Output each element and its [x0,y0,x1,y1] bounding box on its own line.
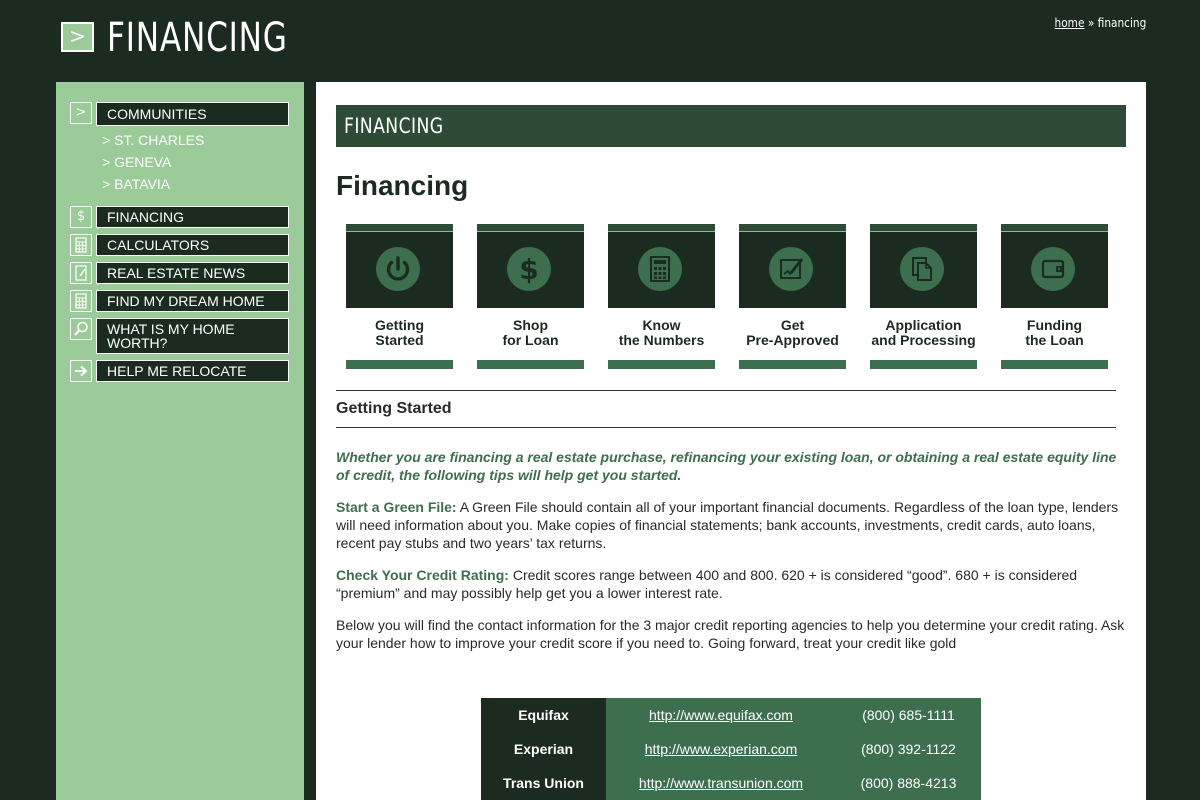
step-get-pre-approved[interactable] [739,224,846,369]
step-label[interactable] [1001,318,1108,354]
step-bottom-bar [477,360,584,369]
step-tile[interactable] [1001,232,1108,308]
credit-agencies-table [481,698,981,800]
agency-link[interactable]: http://www.transunion.com [638,775,804,791]
step-getting-started[interactable] [346,224,453,369]
step-label-line2: Pre-Approved [746,332,839,348]
document-icon [70,262,92,284]
calculator-icon [70,290,92,312]
main-content [316,82,1146,800]
step-tile[interactable] [608,232,715,308]
step-label-line1: Getting [375,317,424,333]
sidebar-item-label[interactable]: FINANCING [96,206,289,228]
sidebar-item-label[interactable]: REAL ESTATE NEWS [96,262,289,284]
agency-phone: (800) 888-4213 [836,766,981,800]
agency-url-cell [606,766,836,800]
credit-heading: Check Your Credit Rating: [336,567,509,583]
step-application-and-processing[interactable] [870,224,977,369]
step-bottom-bar [870,360,977,369]
step-shop-for-loan[interactable] [477,224,584,369]
section-banner [336,105,1126,147]
step-top-bar [870,224,977,232]
svg-text:$: $ [519,253,539,286]
page-title: Financing [336,170,469,201]
step-top-bar [346,224,453,232]
green-file-text: A Green File should contain all of your important financial documents. Regardless of the loan type, lenders will need information about you. Make copies of financial statements; bank accounts, investments, credit cards, auto loans, recent pay stubs and two years’ tax returns. [336,499,1119,551]
step-label[interactable] [346,318,453,354]
sidebar-item-label[interactable]: CALCULATORS [96,234,289,256]
section-banner-label: FINANCING [344,114,444,138]
sidebar [56,82,304,800]
breadcrumb-separator: » [1087,16,1094,30]
power-icon [376,247,420,291]
calculator-icon [638,247,682,291]
signature-icon [769,247,813,291]
step-label-line1: Know [642,317,681,333]
sidebar-subitem-batavia[interactable]: > BATAVIA [102,176,171,192]
sidebar-item-label[interactable]: COMMUNITIES [96,102,289,126]
calculator-icon [70,234,92,256]
sidebar-item-label[interactable]: FIND MY DREAM HOME [96,290,289,312]
breadcrumb-home-link[interactable]: home [1054,16,1085,30]
step-funding-the-loan[interactable] [1001,224,1108,369]
page-header-title: FINANCING [107,15,288,61]
agency-phone: (800) 392-1122 [836,732,981,766]
arrow-right-icon [70,360,92,382]
magnifier-icon [70,318,92,340]
step-label-line2: the Loan [1025,332,1084,348]
step-tile[interactable] [870,232,977,308]
step-label-line2: and Processing [871,332,976,348]
sidebar-item-label[interactable]: WHAT IS MY HOME WORTH? [96,318,289,354]
step-label[interactable] [608,318,715,354]
step-label-line1: Get [780,317,805,333]
step-top-bar [739,224,846,232]
agency-url-cell [606,732,836,766]
step-top-bar [1001,224,1108,232]
step-label-line1: Shop [513,317,548,333]
green-file-paragraph [336,498,1131,552]
green-file-heading: Start a Green File: [336,499,457,515]
agency-phone: (800) 685-1111 [836,698,981,732]
step-top-bar [477,224,584,232]
dollar-icon [507,247,551,291]
agency-url-cell [606,698,836,732]
agency-name: Experian [481,732,606,766]
agency-name: Equifax [481,698,606,732]
credit-text: Credit scores range between 400 and 800. 620 + is considered “good”. 680 + is considered “premium” and may possibly help get you a lower interest rate. [336,567,1078,601]
agency-link[interactable]: http://www.experian.com [644,741,798,757]
agency-link[interactable]: http://www.equifax.com [649,707,793,723]
divider [336,390,1116,391]
wallet-icon [1031,247,1075,291]
divider [336,427,1116,428]
step-label-line1: Funding [1026,317,1083,333]
section-title: Getting Started [336,400,452,417]
logo-icon[interactable]: > [61,22,94,52]
intro-text: Whether you are financing a real estate purchase, refinancing your existing loan, or obtaining a real estate equity line of credit, the following tips will help get you started. [336,449,1117,483]
step-tile[interactable] [346,232,453,308]
sidebar-item-label[interactable]: HELP ME RELOCATE [96,360,289,382]
sidebar-subitem-geneva[interactable]: > GENEVA [102,154,172,170]
dollar-icon: $ [70,206,92,228]
step-bottom-bar [1001,360,1108,369]
step-label[interactable] [870,318,977,354]
sidebar-subitem-st-charles[interactable]: > ST. CHARLES [102,132,205,148]
credit-paragraph [336,566,1131,602]
agency-name: Trans Union [481,766,606,800]
step-bottom-bar [608,360,715,369]
table-row [481,732,981,766]
agencies-intro-paragraph: Below you will find the contact information for the 3 major credit reporting agencies to help you determine your credit rating. Ask your lender how to improve your credit score if you need to. Going forward, treat your credit like gold [336,617,1125,651]
step-label-line1: Application [885,317,962,333]
documents-icon [900,247,944,291]
step-tile[interactable] [739,232,846,308]
step-label[interactable] [477,318,584,354]
table-row [481,698,981,732]
step-tile[interactable] [477,232,584,308]
breadcrumb-current: financing [1097,16,1146,30]
step-label-line2: for Loan [502,332,559,348]
table-row [481,766,981,800]
step-label-line2: the Numbers [618,332,705,348]
step-label-line2: Started [375,332,424,348]
step-bottom-bar [739,360,846,369]
step-label[interactable] [739,318,846,354]
chevron-right-icon: > [70,102,92,124]
step-know-the-numbers[interactable] [608,224,715,369]
step-top-bar [608,224,715,232]
breadcrumb [1054,16,1146,30]
step-bottom-bar [346,360,453,369]
